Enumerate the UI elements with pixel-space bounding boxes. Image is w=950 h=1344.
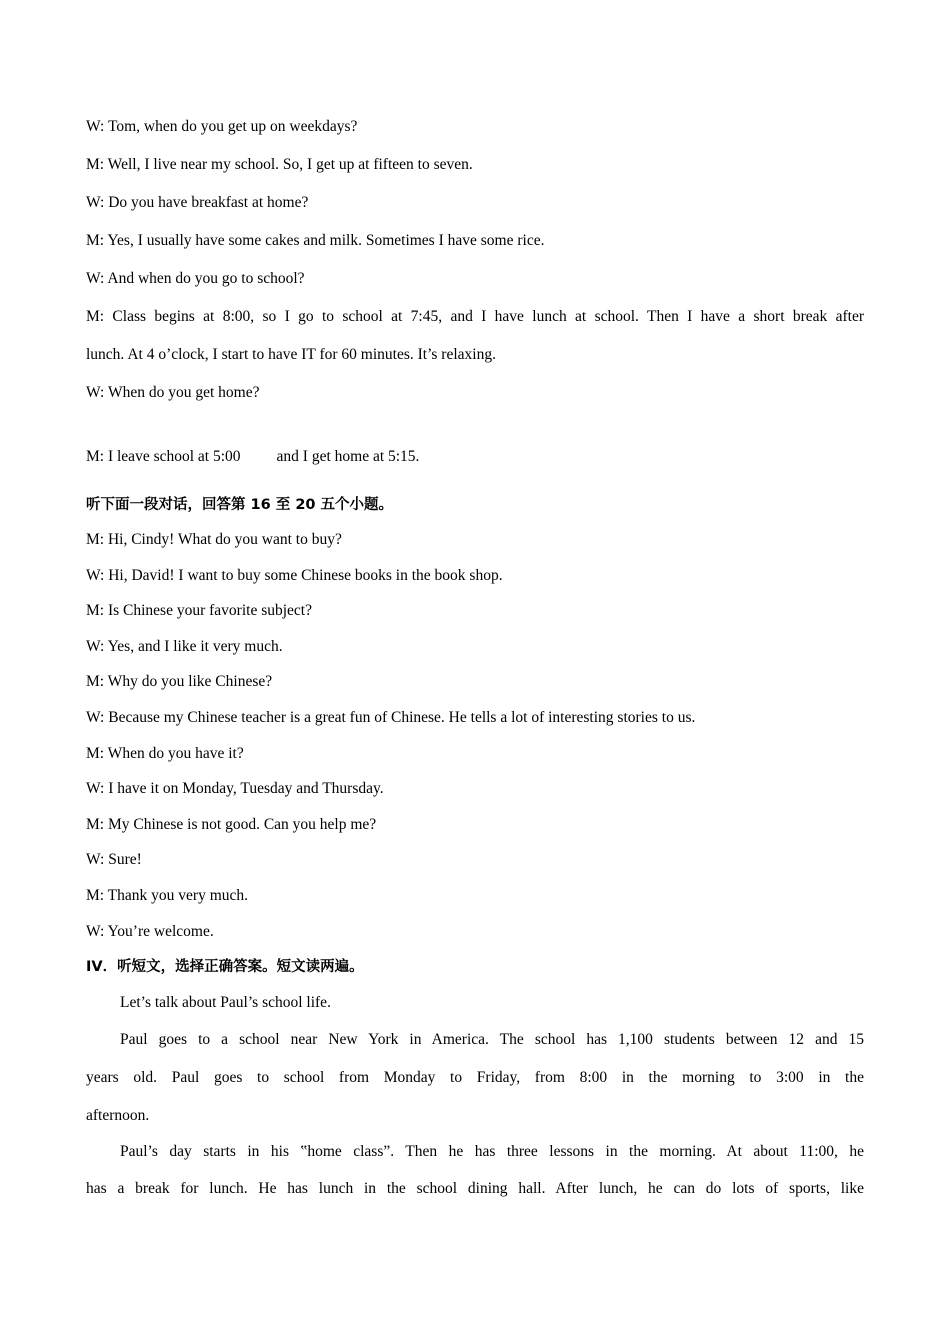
dialogue1-line-9 (86, 447, 419, 467)
dialogue2-line-7: M: When do you have it? (86, 745, 244, 762)
dialogue2-line-2: W: Hi, David! I want to buy some Chinese books in the book shop. (86, 567, 503, 584)
dialogue1-line-6: M: Class begins at 8:00, so I go to school at 7:45, and I have lunch at school. Then I have a short break after (86, 308, 864, 325)
dialogue2-line-4: W: Yes, and I like it very much. (86, 638, 283, 655)
dialogue1-line-7: lunch. At 4 o’clock, I start to have IT for 60 minutes. It’s relaxing. (86, 346, 496, 363)
dialogue2-line-8: W: I have it on Monday, Tuesday and Thursday. (86, 780, 384, 797)
dialogue2-line-6: W: Because my Chinese teacher is a great fun of Chinese. He tells a lot of interesting stories to us. (86, 709, 696, 726)
dialogue2-line-10: W: Sure! (86, 851, 142, 868)
dialogue1-line-5: W: And when do you go to school? (86, 270, 305, 287)
dialogue1-line-9-part-a: M: I leave school at 5:00 (86, 448, 241, 465)
dialogue1-line-4: M: Yes, I usually have some cakes and milk. Sometimes I have some rice. (86, 232, 545, 249)
passage-p2-line-2: has a break for lunch. He has lunch in the school dining hall. After lunch, he can do lots of sports, like (86, 1180, 864, 1197)
dialogue2-line-12: W: You’re welcome. (86, 923, 214, 940)
dialogue1-line-2: M: Well, I live near my school. So, I get up at fifteen to seven. (86, 156, 473, 173)
dialogue2-line-9: M: My Chinese is not good. Can you help me? (86, 816, 377, 833)
dialogue1-line-3: W: Do you have breakfast at home? (86, 194, 309, 211)
dialogue2-line-1: M: Hi, Cindy! What do you want to buy? (86, 531, 342, 548)
dialogue2-line-11: M: Thank you very much. (86, 887, 249, 904)
passage-p1-line-1: Paul goes to a school near New York in America. The school has 1,100 students between 12 and 15 (120, 1031, 864, 1048)
dialogue2-line-5: M: Why do you like Chinese? (86, 673, 273, 690)
passage-p2-line-1: Paul’s day starts in his ‟home class”. Then he has three lessons in the morning. At about 11:00, he (120, 1143, 864, 1160)
section-heading-dialogue: 听下面一段对话，回答第 16 至 20 五个小题。 (86, 497, 394, 513)
passage-p1-line-2: years old. Paul goes to school from Monday to Friday, from 8:00 in the morning to 3:00 in the (86, 1069, 864, 1086)
passage-intro: Let’s talk about Paul’s school life. (120, 994, 331, 1011)
passage-p1-line-3: afternoon. (86, 1107, 150, 1124)
dialogue1-line-8: W: When do you get home? (86, 384, 260, 401)
section-heading-passage: IV．听短文，选择正确答案。短文读两遍。 (86, 959, 364, 975)
dialogue2-line-3: M: Is Chinese your favorite subject? (86, 602, 312, 619)
dialogue1-line-9-part-b: and I get home at 5:15. (276, 448, 420, 465)
dialogue1-line-1: W: Tom, when do you get up on weekdays? (86, 118, 358, 135)
